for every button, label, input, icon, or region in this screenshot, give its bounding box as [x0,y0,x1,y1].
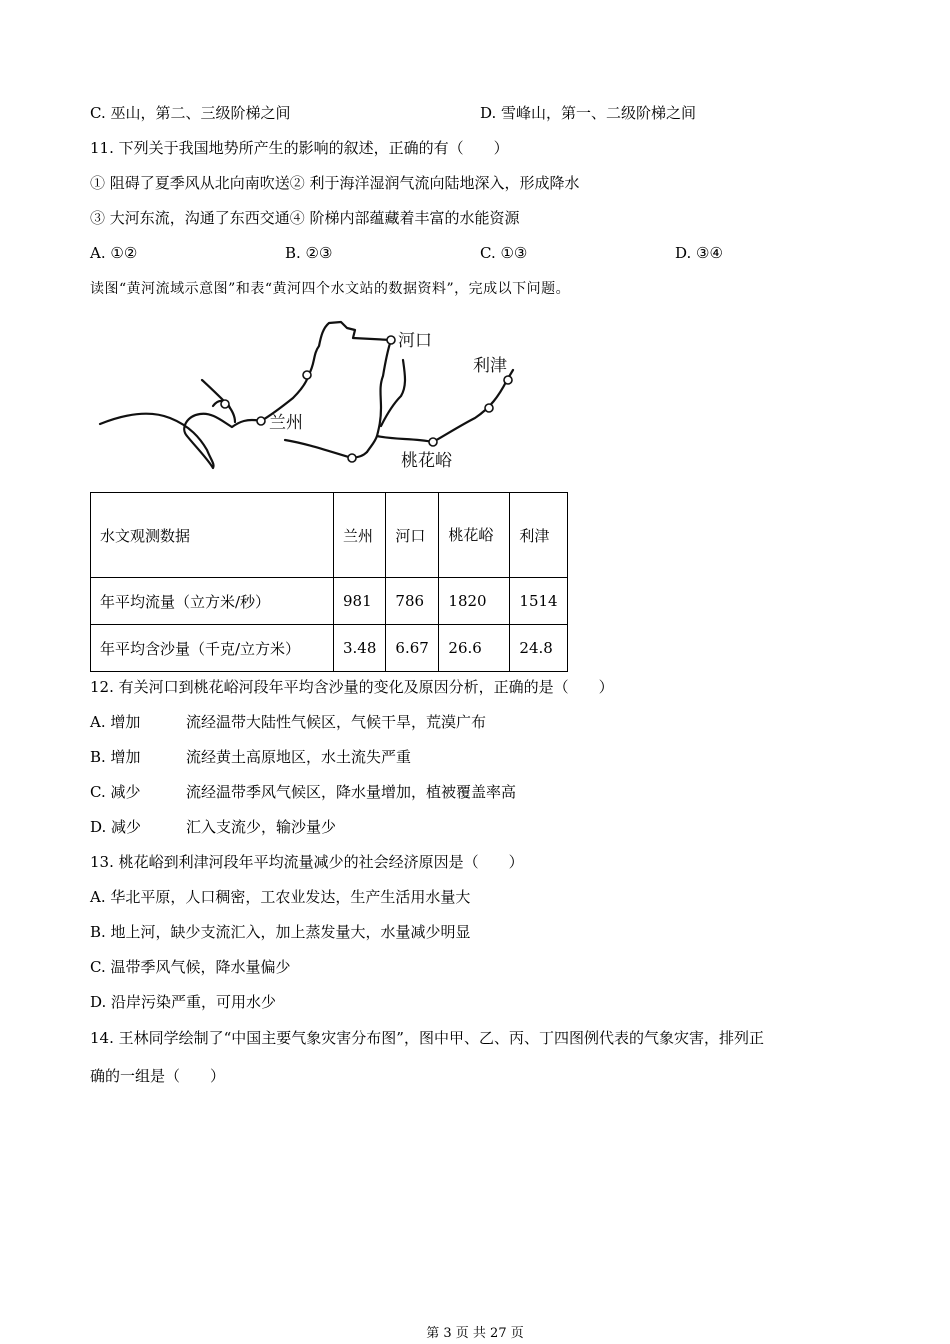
map-label-taohuayu: 桃花峪 [401,451,452,470]
table-cell: 26.6 [439,625,510,672]
station-marker-lanzhou [257,417,265,425]
q13-option-c: C. 温带季风气候，降水量偏少 [90,958,291,976]
table-header-cell: 河口 [386,493,439,578]
table-cell: 6.67 [386,625,439,672]
q12-option-b-key: B. 增加 [90,748,141,766]
table-row [91,578,568,625]
q11-option-b: B. ②③ [285,244,333,262]
reading-instruction: 读图“黄河流域示意图”和表“黄河四个水文站的数据资料”，完成以下问题。 [90,281,571,297]
map-label-lanzhou: 兰州 [269,413,303,432]
q13-option-b: B. 地上河，缺少支流汇入，加上蒸发量大，水量减少明显 [90,923,471,941]
q11-option-c: C. ①③ [480,244,528,262]
table-cell: 1514 [510,578,567,625]
station-marker-lower [485,404,493,412]
station-marker-hekou [387,336,395,344]
table-cell: 年平均流量（立方米/秒） [91,578,334,625]
q10-option-d: D. 雪峰山，第一、二级阶梯之间 [480,104,697,122]
q12-option-d-text: 汇入支流少，输沙量少 [186,818,337,836]
q12-stem: 12. 有关河口到桃花峪河段年平均含沙量的变化及原因分析，正确的是（ ） [90,678,614,696]
station-marker-taohuayu [429,438,437,446]
river-upper-loop [100,414,261,468]
table-cell: 786 [386,578,439,625]
q10-option-c: C. 巫山，第二、三级阶梯之间 [90,104,291,122]
table-header-cell: 利津 [510,493,567,578]
table-header-row [91,493,568,578]
hydrology-data-table [90,492,568,672]
q14-stem-line-1: 14. 王林同学绘制了“中国主要气象灾害分布图”，图中甲、乙、丙、丁四图例代表的气象灾害，排列正 [90,1029,764,1047]
table-cell: 3.48 [334,625,386,672]
station-marker-north [303,371,311,379]
table-header-cell: 兰州 [334,493,386,578]
q13-option-d: D. 沿岸污染严重，可用水少 [90,993,277,1011]
map-label-lijin: 利津 [473,356,507,375]
q11-option-a: A. ①② [90,244,138,262]
q13-stem: 13. 桃花峪到利津河段年平均流量减少的社会经济原因是（ ） [90,853,524,871]
page-number-footer: 第 3 页 共 27 页 [426,1326,524,1341]
q11-statement-line-1: ① 阻碍了夏季风从北向南吹送② 利于海洋湿润气流向陆地深入，形成降水 [90,174,580,192]
table-cell: 981 [334,578,386,625]
q14-stem-line-2: 确的一组是（ ） [90,1067,226,1085]
table-header-cell: 水文观测数据 [91,493,334,578]
yellow-river-map [95,318,535,478]
table-cell: 年平均含沙量（千克/立方米） [91,625,334,672]
station-marker-upper [221,400,229,408]
river-north-reach [261,322,391,421]
table-header-cell: 桃花峪 [439,493,510,578]
station-marker-wei [348,454,356,462]
q12-option-b [90,747,411,767]
q12-option-d-key: D. 减少 [90,818,142,836]
table-cell: 1820 [439,578,510,625]
table-row [91,625,568,672]
q11-stem: 11. 下列关于我国地势所产生的影响的叙述，正确的有（ ） [90,139,509,157]
table-cell: 24.8 [510,625,567,672]
q12-option-c [90,782,516,802]
q12-option-a-text: 流经温带大陆性气候区，气候干旱，荒漠广布 [186,713,487,731]
q12-option-d [90,817,336,837]
q12-option-b-text: 流经黄土高原地区，水土流失严重 [186,748,412,766]
q12-option-a-key: A. 增加 [90,713,141,731]
map-label-hekou: 河口 [398,331,432,350]
q11-option-d: D. ③④ [675,244,723,262]
q12-option-c-text: 流经温带季风气候区，降水量增加，植被覆盖率高 [186,783,517,801]
q12-option-c-key: C. 减少 [90,783,141,801]
station-marker-lijin [504,376,512,384]
q13-option-a: A. 华北平原，人口稠密，工农业发达，生产生活用水量大 [90,888,471,906]
q12-option-a [90,712,486,732]
q11-statement-line-2: ③ 大河东流，沟通了东西交通④ 阶梯内部蕴藏着丰富的水能资源 [90,209,520,227]
